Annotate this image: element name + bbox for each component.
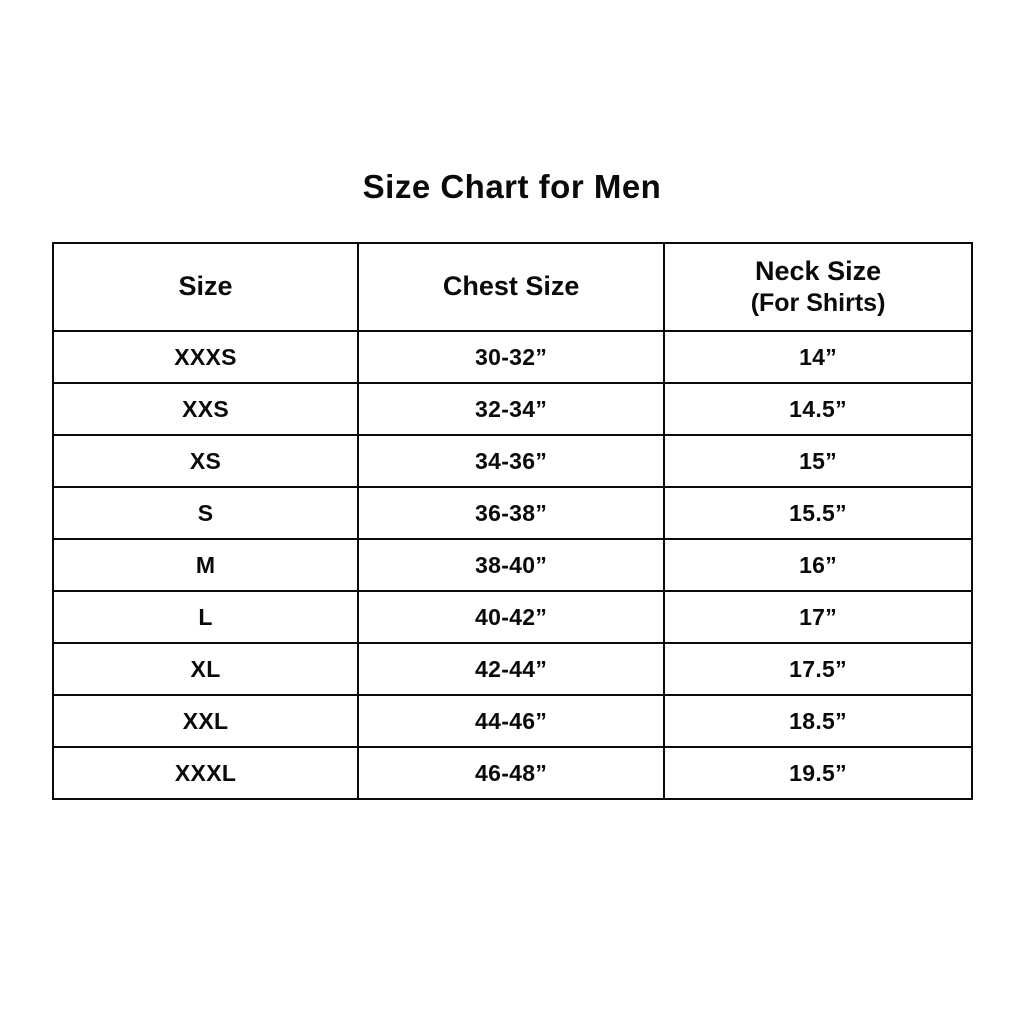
cell-chest: 34-36”: [358, 435, 664, 487]
table-header-row: [53, 243, 972, 331]
cell-chest: 42-44”: [358, 643, 664, 695]
cell-neck: 19.5”: [664, 747, 972, 799]
cell-size: S: [53, 487, 358, 539]
cell-size: XXXL: [53, 747, 358, 799]
table-row: [53, 643, 972, 695]
cell-chest: 30-32”: [358, 331, 664, 383]
cell-size: XL: [53, 643, 358, 695]
header-size: Size: [53, 243, 358, 331]
cell-size: XXL: [53, 695, 358, 747]
cell-chest: 46-48”: [358, 747, 664, 799]
cell-neck: 17.5”: [664, 643, 972, 695]
table-row: [53, 487, 972, 539]
cell-neck: 14”: [664, 331, 972, 383]
size-chart-table: [52, 242, 973, 800]
cell-size: XXS: [53, 383, 358, 435]
header-neck-size-label: Neck Size: [755, 255, 882, 286]
cell-chest: 38-40”: [358, 539, 664, 591]
cell-size: XS: [53, 435, 358, 487]
cell-chest: 36-38”: [358, 487, 664, 539]
cell-size: L: [53, 591, 358, 643]
table-body: [53, 331, 972, 799]
cell-neck: 16”: [664, 539, 972, 591]
cell-neck: 18.5”: [664, 695, 972, 747]
header-chest-size: Chest Size: [358, 243, 664, 331]
table-row: [53, 591, 972, 643]
cell-neck: 15.5”: [664, 487, 972, 539]
cell-size: M: [53, 539, 358, 591]
cell-size: XXXS: [53, 331, 358, 383]
table-row: [53, 539, 972, 591]
cell-chest: 44-46”: [358, 695, 664, 747]
table-row: [53, 747, 972, 799]
table-row: [53, 695, 972, 747]
table-row: [53, 435, 972, 487]
cell-neck: 15”: [664, 435, 972, 487]
table-row: [53, 383, 972, 435]
cell-chest: 40-42”: [358, 591, 664, 643]
cell-neck: 17”: [664, 591, 972, 643]
page-title: Size Chart for Men: [362, 168, 662, 205]
table-row: [53, 331, 972, 383]
cell-neck: 14.5”: [664, 383, 972, 435]
cell-chest: 32-34”: [358, 383, 664, 435]
header-neck-size-sublabel: (For Shirts): [750, 289, 886, 318]
header-neck-size: [664, 243, 972, 331]
